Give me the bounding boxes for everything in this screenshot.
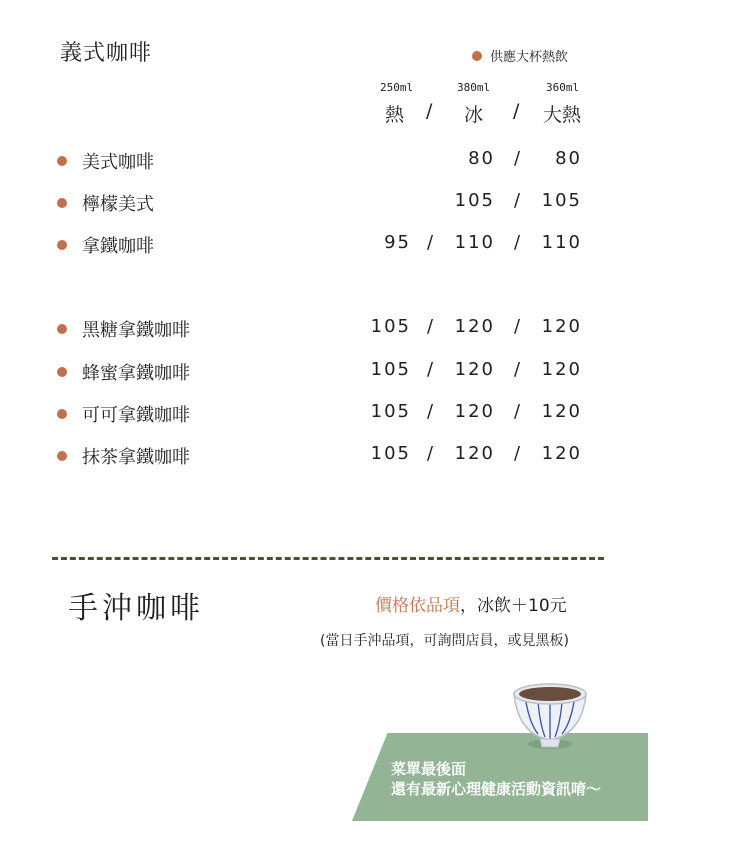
menu-item-name: 抹茶拿鐵咖啡 [82, 447, 190, 468]
price-note-highlight: 價格依品項 [375, 596, 460, 616]
bullet-icon [57, 240, 67, 250]
price-separator: / [427, 316, 434, 337]
bullet-icon [57, 367, 67, 377]
price-big: 105 [541, 190, 582, 211]
legend-label: 供應大杯熱飲 [490, 50, 569, 65]
price-note [375, 591, 567, 616]
section-title-pour-over: 手沖咖啡 [68, 591, 204, 626]
price-big: 120 [541, 401, 582, 422]
price-ice: 120 [454, 359, 495, 380]
price-separator: / [427, 232, 434, 253]
size-big-hot: 360ml [546, 81, 580, 94]
banner-line-2: 還有最新心理健康活動資訊唷～ [391, 780, 602, 798]
menu-item [57, 316, 190, 342]
price-separator: / [514, 148, 521, 169]
price-ice: 80 [468, 148, 495, 169]
price-hot: 105 [370, 401, 411, 422]
bullet-icon [57, 409, 67, 419]
menu-item [57, 443, 190, 469]
price-hot: 95 [384, 232, 411, 253]
price-big: 110 [541, 232, 582, 253]
pour-over-sub-note: (當日手沖品項，可詢問店員，或見黑板) [320, 633, 569, 649]
legend-large-hot [472, 46, 568, 65]
price-hot: 105 [370, 359, 411, 380]
menu-item [57, 190, 154, 216]
menu-item-name: 黑糖拿鐵咖啡 [82, 320, 190, 341]
price-separator: / [427, 359, 434, 380]
price-ice: 120 [454, 443, 495, 464]
price-separator: / [514, 359, 521, 380]
section-title-espresso: 義式咖啡 [60, 41, 153, 66]
price-separator: / [514, 190, 521, 211]
price-separator: / [514, 443, 521, 464]
menu-item [57, 232, 154, 258]
menu-item-name: 蜂蜜拿鐵咖啡 [82, 363, 190, 384]
price-ice: 120 [454, 401, 495, 422]
header-slash: / [426, 100, 433, 122]
price-separator: / [427, 443, 434, 464]
price-hot: 105 [370, 443, 411, 464]
price-ice: 120 [454, 316, 495, 337]
menu-item [57, 148, 154, 174]
menu-item-name: 檸檬美式 [82, 194, 154, 215]
bullet-icon [57, 451, 67, 461]
header-slash: / [513, 100, 520, 122]
bullet-icon [57, 324, 67, 334]
section-divider [52, 557, 604, 560]
bullet-icon [57, 198, 67, 208]
price-separator: / [514, 232, 521, 253]
price-big: 80 [555, 148, 582, 169]
price-hot: 105 [370, 316, 411, 337]
price-big: 120 [541, 359, 582, 380]
coffee-cup-icon [508, 678, 590, 752]
bullet-icon [57, 156, 67, 166]
price-big: 120 [541, 443, 582, 464]
size-ice: 380ml [457, 81, 491, 94]
menu-item-name: 美式咖啡 [82, 152, 154, 173]
menu-item [57, 401, 190, 427]
size-hot: 250ml [380, 81, 414, 94]
menu-item-name: 可可拿鐵咖啡 [82, 405, 190, 426]
banner-text [391, 759, 601, 799]
banner-line-1: 菜單最後面 [391, 760, 467, 778]
price-big: 120 [541, 316, 582, 337]
price-note-rest: ，冰飲＋10元 [460, 596, 567, 616]
menu-item [57, 359, 190, 385]
price-separator: / [514, 401, 521, 422]
price-separator: / [514, 316, 521, 337]
header-hot: 熱 [385, 104, 405, 126]
price-separator: / [427, 401, 434, 422]
header-ice: 冰 [464, 104, 484, 126]
legend-dot-icon [472, 51, 482, 61]
price-ice: 110 [454, 232, 495, 253]
header-big-hot: 大熱 [543, 104, 582, 126]
menu-item-name: 拿鐵咖啡 [82, 236, 154, 257]
price-ice: 105 [454, 190, 495, 211]
